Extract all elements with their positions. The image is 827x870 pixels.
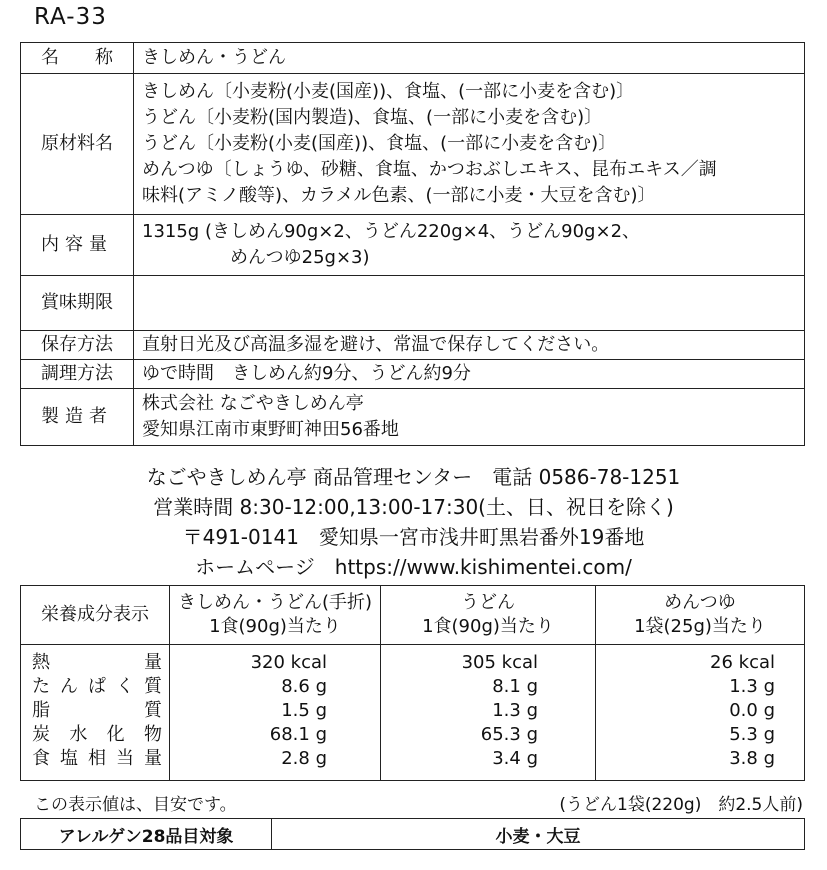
storage-label: 保存方法 (21, 331, 134, 360)
content-line: めんつゆ25g×3) (230, 247, 370, 268)
maker-row (21, 389, 805, 446)
nutrient-value: 1.3 g (729, 676, 775, 697)
nutrition-col-header (170, 586, 381, 645)
nutrient-label: たんぱく質 (32, 676, 162, 697)
nutrient-values-col2 (381, 645, 596, 781)
food-label-table (20, 42, 805, 446)
nutrient-values-col3 (596, 645, 805, 781)
ingredient-line: うどん〔小麦粉(小麦(国産))、食塩、(一部に小麦を含む)〕 (142, 133, 617, 154)
allergen-label: アレルゲン28品目対象 (21, 819, 272, 850)
company-homepage: ホームページ https://www.kishimentei.com/ (195, 555, 632, 579)
ingredient-line: めんつゆ〔しょうゆ、砂糖、食塩、かつおぶしエキス、昆布エキス／調 (142, 159, 717, 180)
nutrient-value: 65.3 g (480, 724, 538, 745)
maker-label: 製造者 (21, 389, 134, 446)
company-hours: 営業時間 8:30-12:00,13:00-17:30(土、日、祝日を除く) (153, 495, 674, 519)
nutrient-value: 1.3 g (492, 700, 538, 721)
col-serving: 1袋(25g)当たり (634, 616, 766, 637)
maker-value (134, 389, 805, 446)
content-label: 内容量 (21, 215, 134, 276)
name-row (21, 43, 805, 74)
nutrition-col-header (381, 586, 596, 645)
allergen-table (20, 818, 805, 850)
nutrient-value: 8.1 g (492, 676, 538, 697)
company-phone: なごやきしめん亭 商品管理センター 電話 0586-78-1251 (146, 465, 681, 489)
nutrition-header: 栄養成分表示 (21, 586, 170, 645)
nutrition-table (20, 585, 805, 781)
expiry-label: 賞味期限 (21, 276, 134, 331)
nutrient-value: 3.4 g (492, 748, 538, 769)
cooking-row (21, 360, 805, 389)
name-label: 名 称 (21, 43, 134, 74)
allergen-value: 小麦・大豆 (272, 819, 805, 850)
ingredients-value (134, 74, 805, 215)
ingredients-row (21, 74, 805, 215)
storage-value: 直射日光及び高温多湿を避け、常温で保存してください。 (134, 331, 805, 360)
ingredients-label: 原材料名 (21, 74, 134, 215)
serving-note: (うどん1袋(220g) 約2.5人前) (559, 795, 803, 815)
storage-row (21, 331, 805, 360)
nutrient-value: 3.8 g (729, 748, 775, 769)
col-name: きしめん・うどん(手折) (177, 592, 373, 613)
col-name: めんつゆ (664, 592, 736, 613)
cooking-value: ゆで時間 きしめん約9分、うどん約9分 (134, 360, 805, 389)
nutrient-value: 26 kcal (710, 652, 775, 673)
maker-address: 愛知県江南市東野町神田56番地 (142, 419, 399, 440)
col-name: うどん (461, 592, 515, 613)
allergen-row (21, 819, 805, 850)
nutrient-value: 0.0 g (729, 700, 775, 721)
nutrition-header-row (21, 586, 805, 645)
nutrient-labels (21, 645, 170, 781)
col-serving: 1食(90g)当たり (422, 616, 554, 637)
content-row (21, 215, 805, 276)
estimate-note: この表示値は、目安です。 (34, 795, 237, 815)
name-value: きしめん・うどん (134, 43, 805, 74)
company-info (0, 462, 827, 582)
col-serving: 1食(90g)当たり (209, 616, 341, 637)
content-line: 1315g (きしめん90g×2、うどん220g×4、うどん90g×2、 (142, 221, 641, 242)
nutrient-value: 68.1 g (269, 724, 327, 745)
nutrient-value: 2.8 g (281, 748, 327, 769)
nutrient-values-col1 (170, 645, 381, 781)
ingredient-line: うどん〔小麦粉(国内製造)、食塩、(一部に小麦を含む)〕 (142, 107, 603, 128)
expiry-value (134, 276, 805, 331)
nutrition-col-header (596, 586, 805, 645)
nutrient-value: 5.3 g (729, 724, 775, 745)
nutrient-value: 1.5 g (281, 700, 327, 721)
nutrient-label: 脂質 (32, 700, 162, 721)
content-value (134, 215, 805, 276)
cooking-label: 調理方法 (21, 360, 134, 389)
product-code: RA-33 (34, 4, 107, 30)
ingredient-line: きしめん〔小麦粉(小麦(国産))、食塩、(一部に小麦を含む)〕 (142, 81, 635, 102)
expiry-row (21, 276, 805, 331)
nutrient-label: 炭水化物 (32, 724, 162, 745)
maker-name: 株式会社 なごやきしめん亭 (142, 393, 364, 414)
nutrient-value: 305 kcal (461, 652, 538, 673)
nutrient-value: 320 kcal (250, 652, 327, 673)
nutrition-body-row (21, 645, 805, 781)
company-address: 〒491-0141 愛知県一宮市浅井町黒岩番外19番地 (182, 525, 645, 549)
nutrient-label: 熱量 (32, 652, 162, 673)
nutrient-label: 食塩相当量 (32, 748, 162, 769)
nutrient-value: 8.6 g (281, 676, 327, 697)
ingredient-line: 味料(アミノ酸等)、カラメル色素、(一部に小麦・大豆を含む)〕 (142, 185, 656, 206)
